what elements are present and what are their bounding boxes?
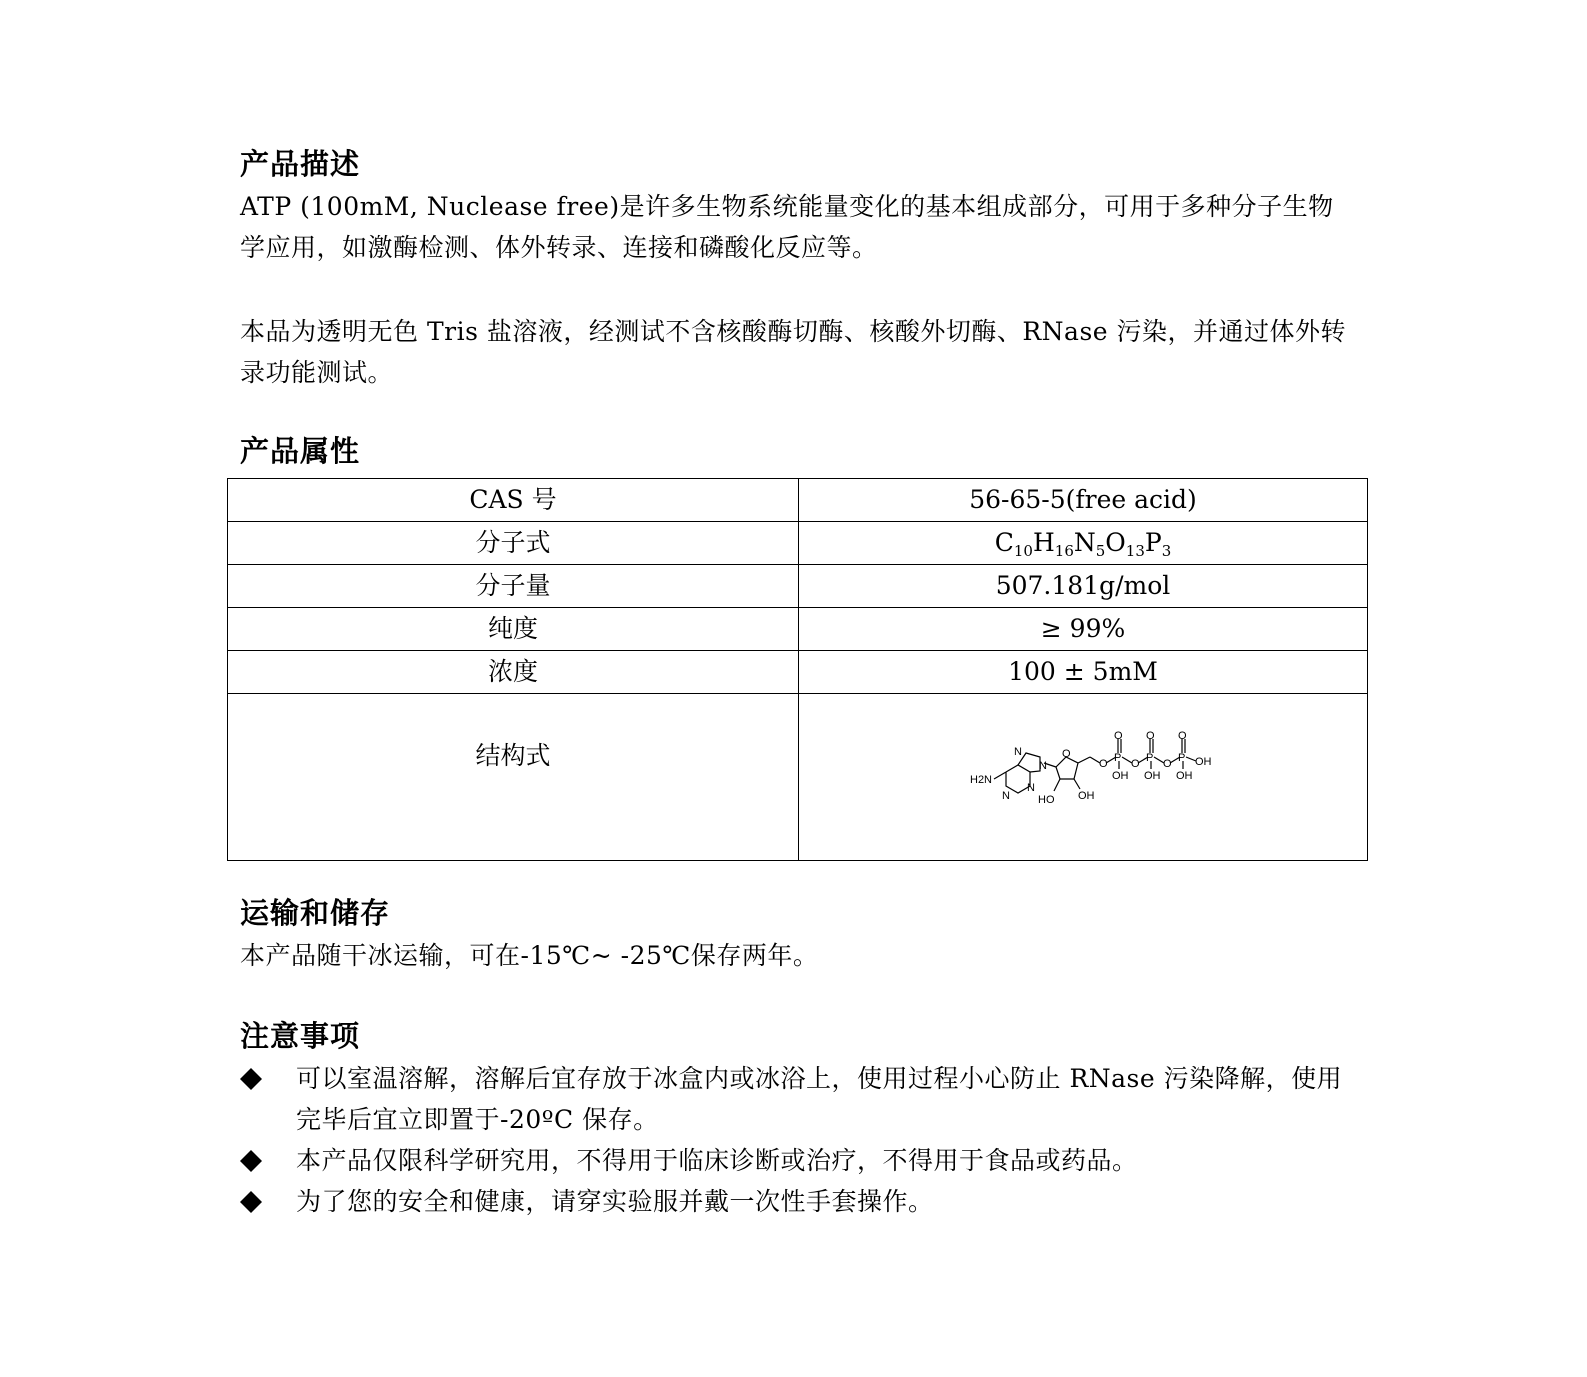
list-item: 可以室温溶解，溶解后宜存放于冰盒内或冰浴上，使用过程小心防止 RNase 污染降解，使用完毕后宜立即置于-20ºC 保存。 [240, 1058, 1360, 1140]
property-key: 浓度 [228, 651, 799, 694]
property-value: ≥ 99% [799, 608, 1368, 651]
structure-label: P [1114, 752, 1122, 764]
property-key: 纯度 [228, 608, 799, 651]
properties-table [227, 478, 1368, 861]
table-row [228, 522, 1368, 565]
section-heading-description: 产品描述 [240, 147, 361, 181]
structure-label: O [1146, 730, 1155, 742]
section-heading-properties: 产品属性 [240, 434, 361, 468]
structure-label: N [1002, 790, 1010, 802]
list-item: 本产品仅限科学研究用，不得用于临床诊断或治疗，不得用于食品或药品。 [240, 1140, 1360, 1181]
diamond-bullet-icon [240, 1068, 262, 1090]
molecular-formula: $C_{10}H_{16}N_5O_{13}P_3$ [799, 522, 1368, 565]
notes-list [240, 1058, 1360, 1222]
structure-label: P [1178, 752, 1186, 764]
property-value: 507.181g/mol [799, 565, 1368, 608]
property-key: 分子量 [228, 565, 799, 608]
list-item: 为了您的安全和健康，请穿实验服并戴一次性手套操作。 [240, 1181, 1360, 1222]
structure-label: O [1099, 758, 1108, 770]
table-row [228, 608, 1368, 651]
table-row [228, 694, 1368, 861]
property-value: 56-65-5(free acid) [799, 479, 1368, 522]
structure-cell [799, 694, 1368, 861]
structure-label: O [1163, 758, 1172, 770]
structure-label: OH [1176, 770, 1193, 782]
table-row [228, 479, 1368, 522]
section-heading-notes: 注意事项 [240, 1019, 361, 1053]
section-heading-shipping: 运输和储存 [240, 896, 391, 930]
structure-label: OH [1195, 756, 1212, 768]
shipping-text: 本产品随干冰运输，可在-15℃~ -25℃保存两年。 [240, 941, 819, 970]
diamond-bullet-icon [240, 1191, 262, 1213]
property-value: 100 ± 5mM [799, 651, 1368, 694]
structure-label: OH [1112, 770, 1129, 782]
structure-label: O [1178, 730, 1187, 742]
structure-label: HO [1038, 794, 1055, 806]
structure-label: O [1114, 730, 1123, 742]
atp-structure-image [948, 727, 1218, 827]
structure-label: OH [1144, 770, 1161, 782]
structure-label: H2N [970, 774, 993, 786]
table-row [228, 565, 1368, 608]
structure-label: O [1131, 758, 1140, 770]
structure-label: N [1039, 760, 1047, 772]
table-row [228, 651, 1368, 694]
property-key: 结构式 [228, 694, 799, 861]
structure-label: N [1014, 746, 1022, 758]
description-paragraph-2: 本品为透明无色 Tris 盐溶液，经测试不含核酸酶切酶、核酸外切酶、RNase 污染，并通过体外转录功能测试。 [240, 317, 1347, 387]
diamond-bullet-icon [240, 1150, 262, 1172]
structure-label: OH [1078, 790, 1095, 802]
property-key: CAS 号 [228, 479, 799, 522]
property-key: 分子式 [228, 522, 799, 565]
structure-label: O [1062, 748, 1071, 760]
structure-label: N [1027, 782, 1035, 794]
structure-label: P [1146, 752, 1154, 764]
description-paragraph-1: ATP (100mM, Nuclease free)是许多生物系统能量变化的基本组成部分，可用于多种分子生物学应用，如激酶检测、体外转录、连接和磷酸化反应等。 [240, 192, 1334, 262]
